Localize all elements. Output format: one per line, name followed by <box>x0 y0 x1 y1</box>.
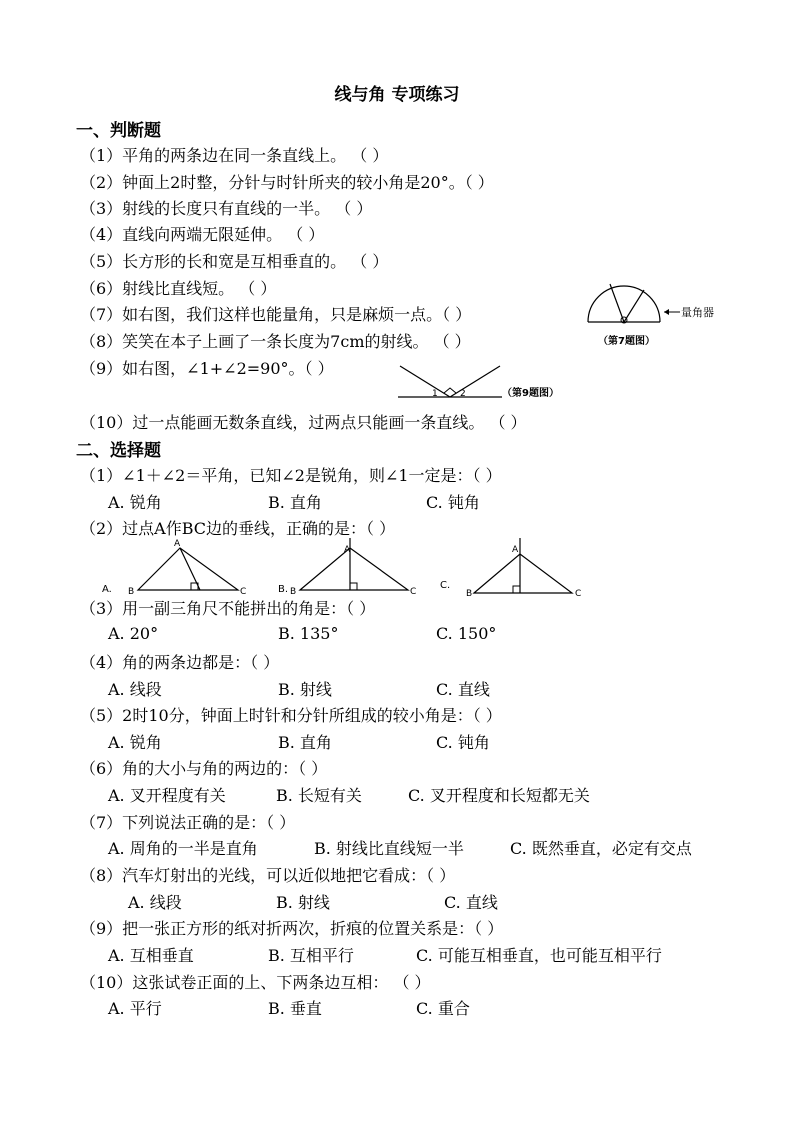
choice-q4-option-b: B. 射线 <box>278 680 332 699</box>
fig9-caption: （第9题图） <box>502 388 559 399</box>
protractor-label: 量角器 <box>681 306 714 319</box>
choice-q10-option-b: B. 垂直 <box>268 999 322 1018</box>
choice-question-5: （5）2时10分，钟面上时针和分针所组成的较小角是：（ ） <box>80 706 502 725</box>
vertex-b: B <box>128 587 135 597</box>
choice-q8-option-b: B. 射线 <box>276 893 330 912</box>
vertex-b: B <box>290 587 297 597</box>
choice-q1-option-a: A. 锐角 <box>108 493 162 512</box>
choice-q7-option-b: B. 射线比直线短一半 <box>314 839 464 858</box>
judgement-item-10: （10）过一点能画无数条直线，过两点只能画一条直线。 （ ） <box>80 413 527 432</box>
protractor-figure <box>584 282 734 352</box>
drawn-line <box>180 548 200 590</box>
choice-q4-option-a: A. 线段 <box>108 680 162 699</box>
vertex-c: C <box>410 587 417 597</box>
judgement-item-6: （6）射线比直线短。 （ ） <box>80 279 277 298</box>
angle-2-label: 2 <box>460 389 466 399</box>
choice-q3-option-c: C. 150° <box>436 624 497 643</box>
choice-question-7: （7）下列说法正确的是：（ ） <box>80 813 296 832</box>
choice-q5-option-a: A. 锐角 <box>108 733 162 752</box>
triangle-b-option-label: B. <box>278 584 289 595</box>
choice-question-10: （10）这张试卷正面的上、下两条边互相： （ ） <box>80 973 431 992</box>
judgement-item-9: （9）如右图，∠1+∠2=90°。（ ） <box>80 359 334 378</box>
fig7-caption: （第7题图） <box>598 336 655 347</box>
choice-q5-option-b: B. 直角 <box>278 733 332 752</box>
choice-question-8: （8）汽车灯射出的光线，可以近似地把它看成：（ ） <box>80 866 456 885</box>
vertex-a: A <box>344 545 351 555</box>
choice-q6-option-a: A. 叉开程度有关 <box>108 786 226 805</box>
vertex-b: B <box>466 589 473 599</box>
section-heading-choice: 二、选择题 <box>76 441 161 461</box>
choice-q8-option-a: A. 线段 <box>128 893 182 912</box>
choice-q3-option-b: B. 135° <box>278 624 339 643</box>
choice-question-3: （3）用一副三角尺不能拼出的角是：（ ） <box>80 599 376 618</box>
judgement-item-7: （7）如右图，我们这样也能量角，只是麻烦一点。（ ） <box>80 305 472 324</box>
choice-q10-option-a: A. 平行 <box>108 999 162 1018</box>
triangle-c-option-label: C. <box>440 580 451 591</box>
page-title: 线与角 专项练习 <box>334 85 460 105</box>
angle-ray-1 <box>610 284 624 322</box>
choice-q5-option-c: C. 钝角 <box>436 733 490 752</box>
choice-question-6: （6）角的大小与角的两边的：（ ） <box>80 759 328 778</box>
vertex-c: C <box>240 587 247 597</box>
judgement-item-2: （2）钟面上2时整，分针与时针所夹的较小角是20°。（ ） <box>80 173 494 192</box>
choice-q4-option-c: C. 直线 <box>436 680 490 699</box>
choice-q7-option-c: C. 既然垂直，必定有交点 <box>510 839 692 858</box>
choice-q6-option-b: B. 长短有关 <box>276 786 362 805</box>
judgement-item-1: （1）平角的两条边在同一条直线上。 （ ） <box>80 146 389 165</box>
triangle-option-b <box>276 538 426 600</box>
choice-question-4: （4）角的两条边都是：（ ） <box>80 653 280 672</box>
choice-q7-option-a: A. 周角的一半是直角 <box>108 839 258 858</box>
choice-q9-option-c: C. 可能互相垂直，也可能互相平行 <box>416 946 662 965</box>
choice-q6-option-c: C. 叉开程度和长短都无关 <box>408 786 590 805</box>
judgement-item-5: （5）长方形的长和宽是互相垂直的。 （ ） <box>80 252 389 271</box>
choice-q8-option-c: C. 直线 <box>444 893 498 912</box>
angle-1-label: 1 <box>432 389 438 399</box>
judgement-item-8: （8）笑笑在本子上画了一条长度为7cm的射线。 （ ） <box>80 332 471 351</box>
vertex-a: A <box>512 545 519 555</box>
section-heading-judgement: 一、判断题 <box>76 121 161 141</box>
choice-question-9: （9）把一张正方形的纸对折两次，折痕的位置关系是：（ ） <box>80 919 504 938</box>
triangle-option-c <box>438 538 588 600</box>
triangle-option-a <box>100 538 260 600</box>
choice-question-1: （1）∠1＋∠2＝平角，已知∠2是锐角，则∠1一定是：（ ） <box>80 466 502 485</box>
choice-question-2: （2）过点A作BC边的垂线，正确的是：（ ） <box>80 519 396 538</box>
angle-figure-9 <box>398 352 588 402</box>
vertex-c: C <box>575 589 582 599</box>
choice-q1-option-b: B. 直角 <box>268 493 322 512</box>
choice-q1-option-c: C. 钝角 <box>426 493 480 512</box>
judgement-item-4: （4）直线向两端无限延伸。 （ ） <box>80 225 325 244</box>
vertex-a: A <box>174 539 181 549</box>
choice-q9-option-b: B. 互相平行 <box>268 946 354 965</box>
choice-q9-option-a: A. 互相垂直 <box>108 946 194 965</box>
angle-ray-2 <box>624 290 644 322</box>
choice-q10-option-c: C. 重合 <box>416 999 470 1018</box>
choice-q3-option-a: A. 20° <box>108 624 159 643</box>
triangle-a-option-label: A. <box>102 584 112 595</box>
judgement-item-3: （3）射线的长度只有直线的一半。 （ ） <box>80 199 373 218</box>
